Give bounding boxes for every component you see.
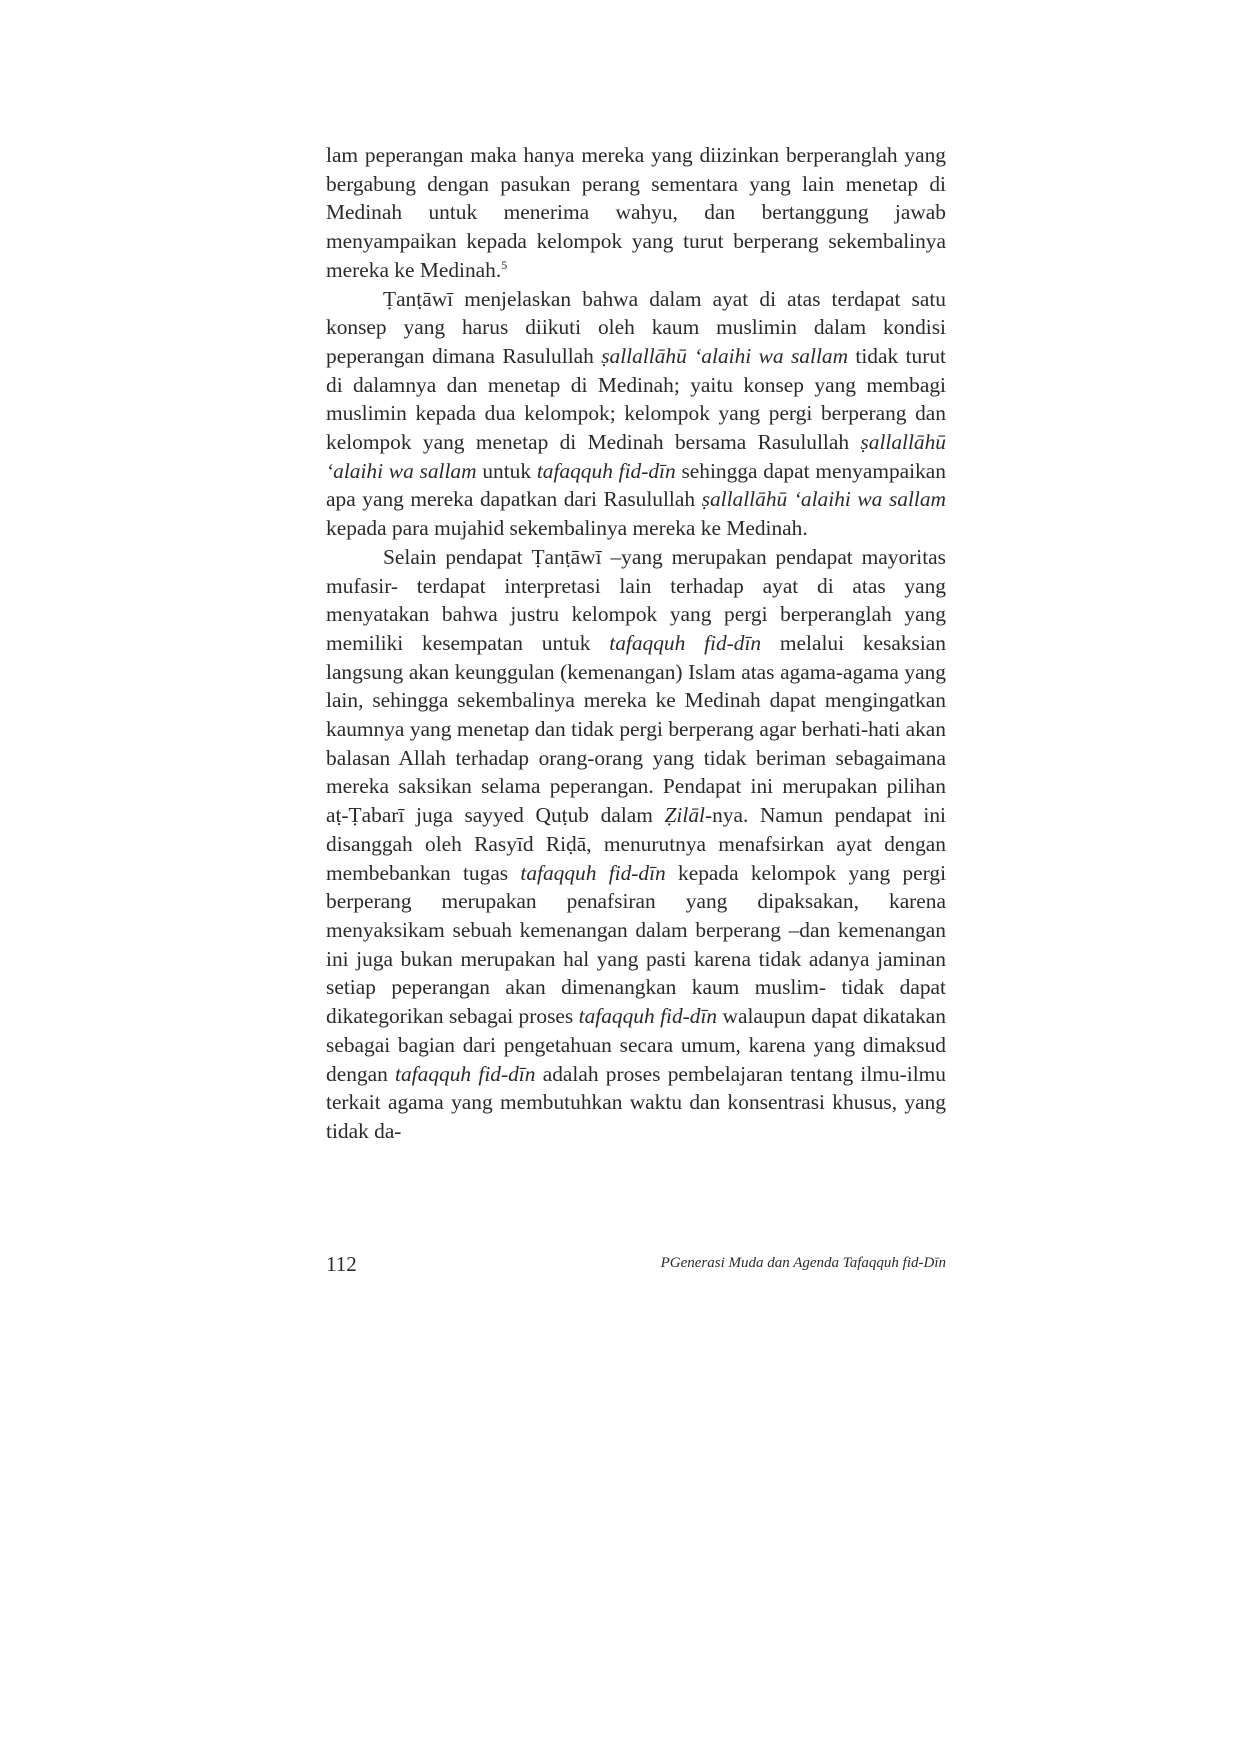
italic-term: tafaqquh fid-dīn — [578, 1004, 718, 1029]
text-run: walaupun dapat dikatakan sebagai bagian dari pengetahuan secara umum, karena yang dimaksud dengan — [326, 1004, 946, 1086]
italic-term: ṣallallāhū ‘alaihi wa sallam — [326, 430, 946, 483]
text-run: lam peperangan maka hanya mereka yang diizinkan berperanglah yang bergabung dengan pasukan perang sementara yang lain menetap di Medinah untuk menerima wahyu, dan bertanggung jawab menyampaikan kepada kelompok yang turut berperang sekembalinya mereka ke Medinah. — [326, 143, 946, 282]
italic-term: Ẓilāl — [664, 803, 705, 828]
text-run: Selain pendapat Ṭanṭāwī –yang merupakan pendapat mayoritas mufasir- terdapat interpretasi lain terhadap ayat di atas yang menyatakan bahwa justru kelompok yang pergi berperanglah yang memiliki kesempatan untuk — [326, 544, 946, 655]
paragraph-3 — [326, 543, 946, 1146]
text-run: Ṭanṭāwī menjelaskan bahwa dalam ayat di atas terdapat satu konsep yang harus diikuti oleh kaum muslimin dalam kondisi peperangan dimana Rasulullah — [326, 286, 946, 368]
paragraph-2 — [326, 285, 946, 543]
text-run: untuk — [476, 458, 537, 483]
text-run: tidak turut di dalamnya dan menetap di Medinah; yaitu konsep yang membagi muslimin kepada dua kelompok; kelompok yang pergi berperang dan kelompok yang menetap di Medinah bersama Rasulullah — [326, 343, 946, 455]
italic-term: tafaqquh fid-dīn — [395, 1061, 536, 1086]
text-run: kepada kelompok yang pergi berperang merupakan penafsiran yang dipaksakan, karena menyaksikam sebuah kemenangan dalam berperang –dan kemenangan ini juga bukan merupakan hal yang pasti karena tidak adanya jaminan setiap peperangan akan dimenangkan kaum muslim- tidak dapat dikategorikan sebagai proses — [326, 860, 947, 1029]
italic-term: ṣallallāhū ‘alaihi wa sallam — [701, 487, 946, 512]
text-run: adalah proses pembelajaran tentang ilmu-ilmu terkait agama yang membutuhkan waktu dan konsentrasi khusus, yang tidak da- — [326, 1061, 946, 1143]
text-run: sehingga dapat menyampaikan apa yang mereka dapatkan dari Rasulullah — [326, 458, 946, 512]
italic-term: tafaqquh fid-dīn — [536, 458, 676, 483]
text-run: -nya. Namun pendapat ini disanggah oleh Rasyīd Riḍā, menurutnya menafsirkan ayat dengan membebankan tugas — [326, 803, 946, 885]
paragraph-1 — [326, 141, 946, 285]
footnote-marker: 5 — [501, 257, 508, 272]
italic-term: tafaqquh fid-dīn — [520, 860, 666, 885]
text-run: kepada para mujahid sekembalinya mereka ke Medinah. — [326, 516, 808, 541]
running-title: PGenerasi Muda dan Agenda Tafaqquh fid-Dīn — [660, 1255, 946, 1271]
text-run: melalui kesaksian langsung akan keunggulan (kemenangan) Islam atas agama-agama yang lain, sehingga sekembalinya mereka ke Medinah dapat mengingatkan kaumnya yang menetap dan tidak pergi berperang agar berhati-hati akan balasan Allah terhadap orang-orang yang tidak beriman sebagaimana mereka saksikan selama peperangan. Pendapat ini merupakan pilihan aṭ-Ṭabarī juga sayyed Quṭub dalam — [326, 630, 946, 828]
page-footer — [326, 1252, 946, 1282]
page-number: 112 — [326, 1252, 357, 1276]
body-text — [326, 141, 946, 1146]
italic-term: ṣallallāhū ‘alaihi wa sallam — [601, 343, 849, 368]
italic-term: tafaqquh fid-dīn — [609, 630, 762, 655]
